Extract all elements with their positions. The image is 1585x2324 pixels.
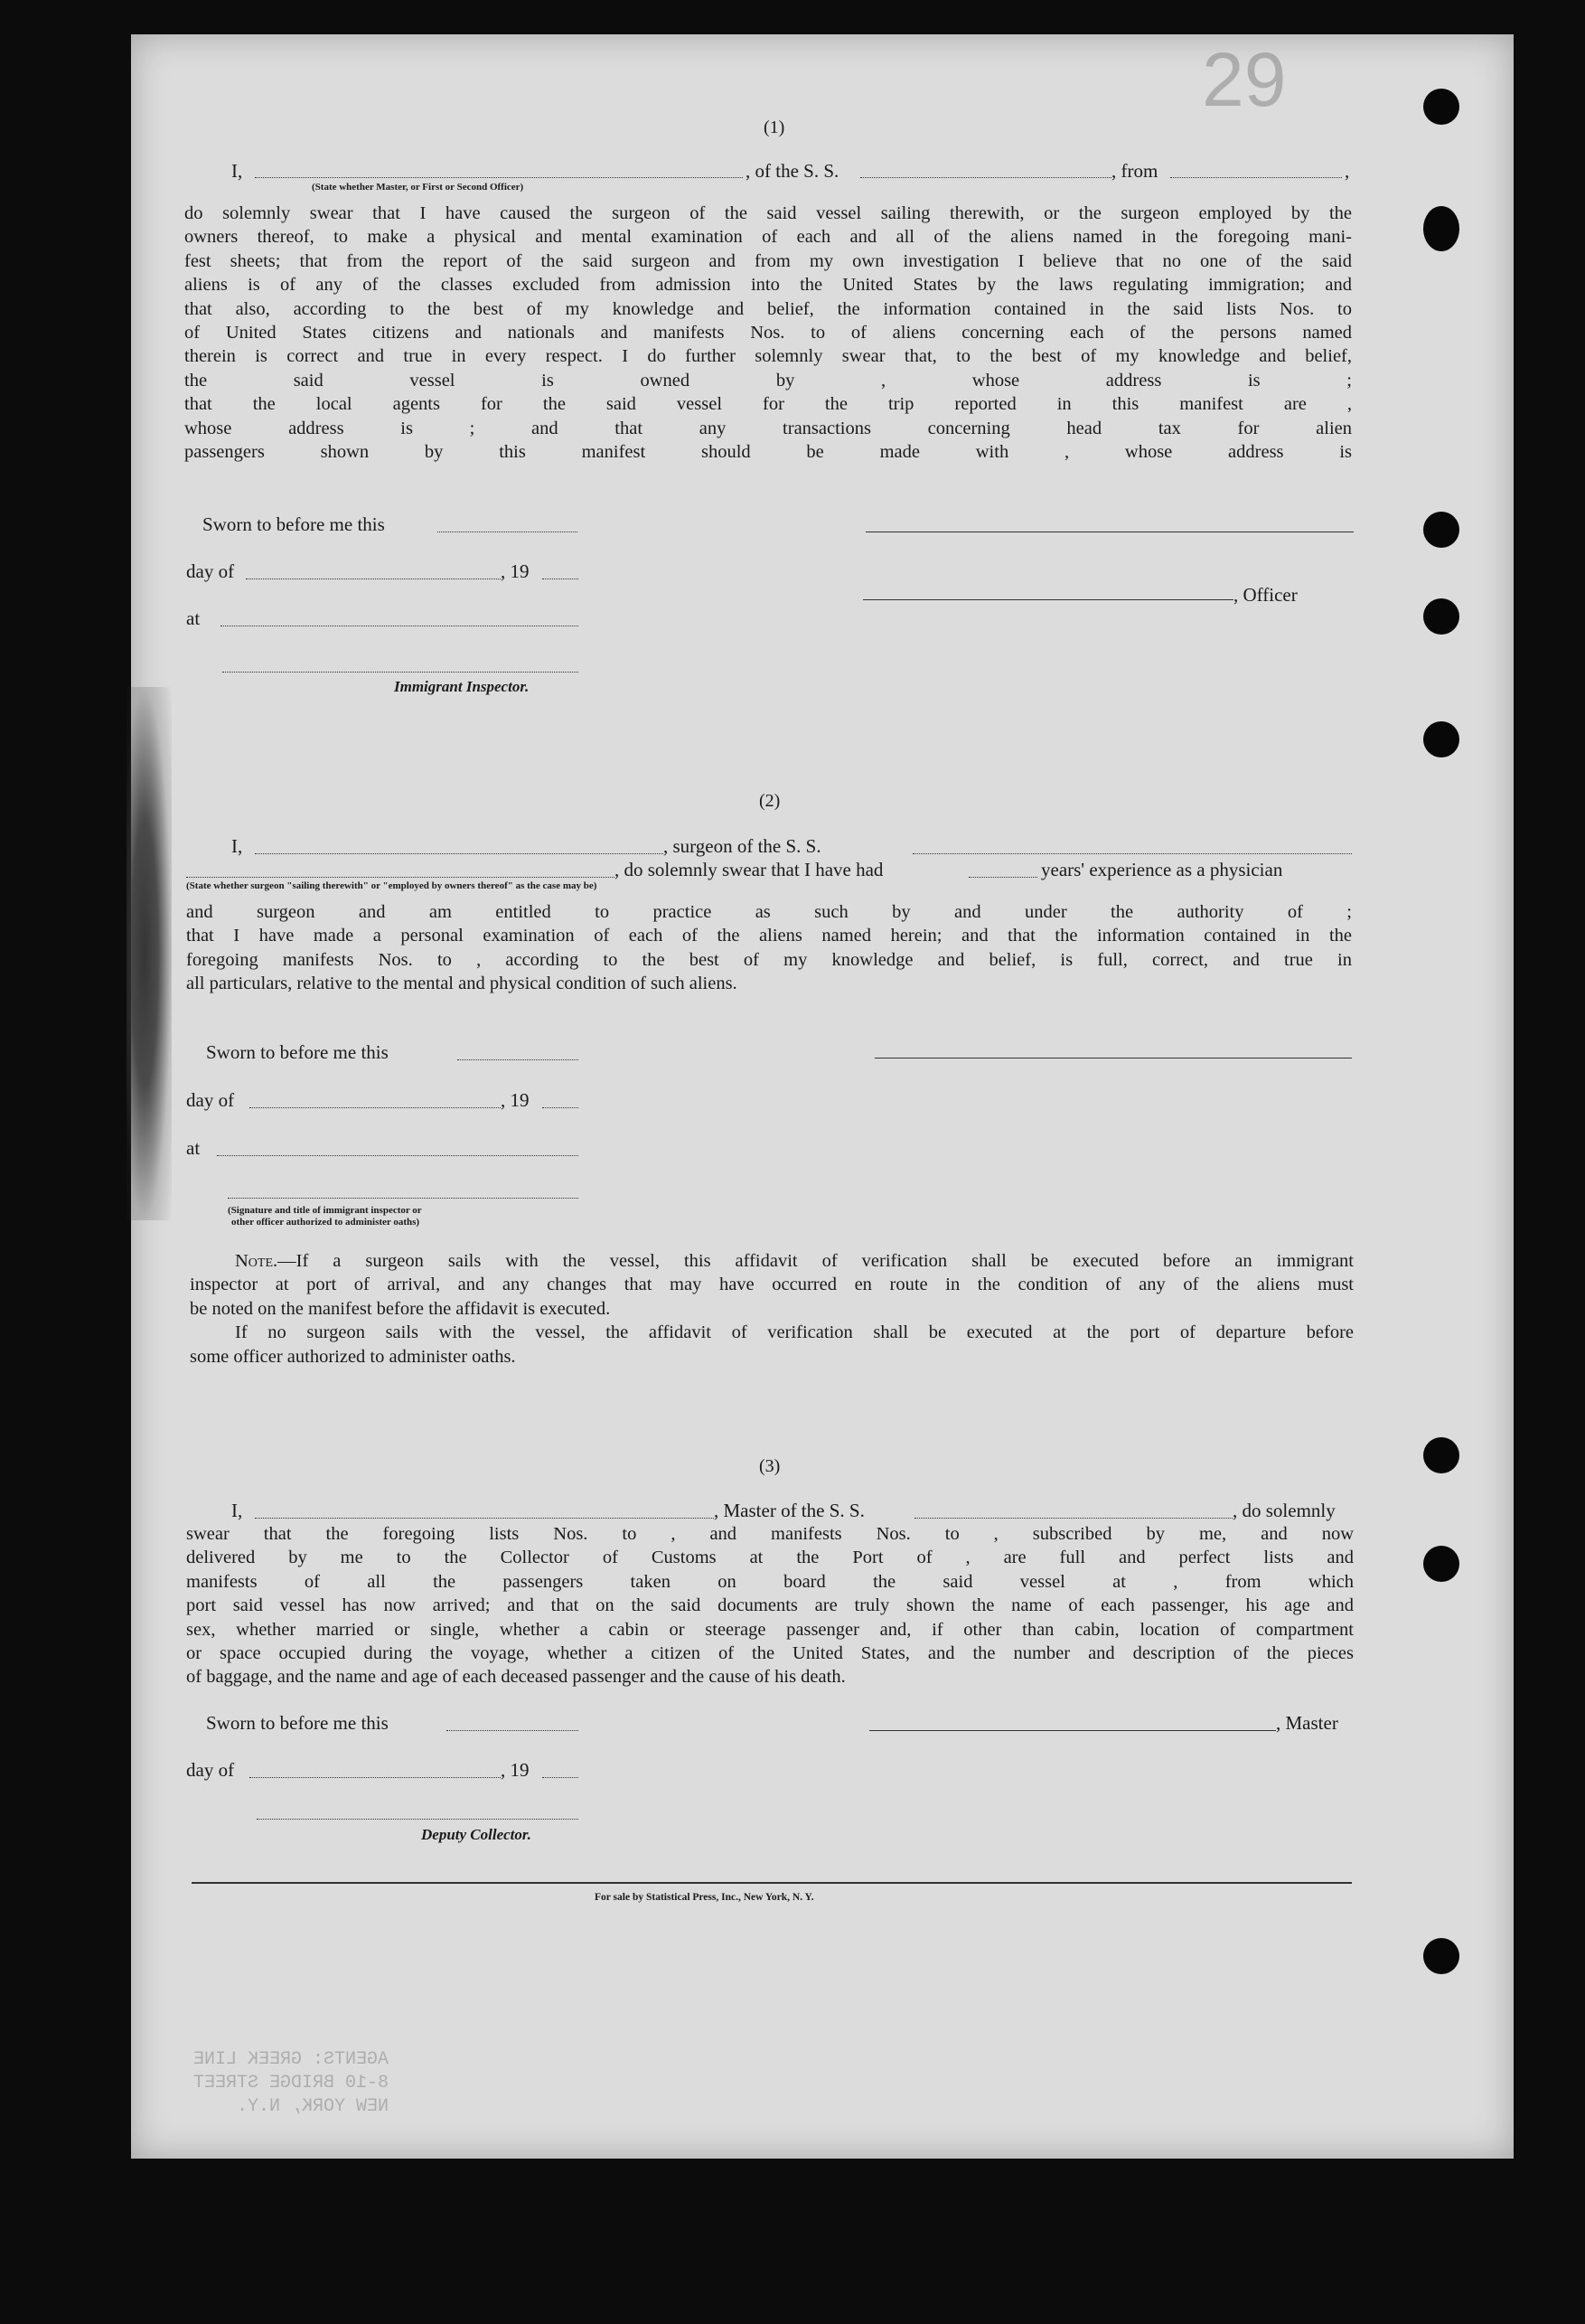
section-3-line: port said vessel has now arrived; and that on the said documents are truly shown the name of each passenger, his age and (186, 1595, 1354, 1616)
section-3-master: , Master (1276, 1712, 1338, 1734)
section-3-line: delivered by me to the Collector of Customs at the Port of , are full and perfect lists and (186, 1548, 1354, 1568)
section-3-deputy: Deputy Collector. (421, 1826, 531, 1843)
section-2-nineteen: , 19 (501, 1089, 530, 1111)
section-3-line: sex, whether married or single, whether a cabin or steerage passenger and, if other than cabin, location of compartment (186, 1619, 1354, 1640)
section-1-i: I, (231, 160, 243, 182)
note-line-1 (190, 1249, 1354, 1273)
section-1-from-line (1170, 177, 1342, 178)
section-2-i: I, (231, 835, 243, 857)
section-1-comma: , (1345, 160, 1350, 182)
footer-imprint: For sale by Statistical Press, Inc., New York, N. Y. (595, 1892, 814, 1903)
section-1-line: do solemnly swear that I have caused the surgeon of the said vessel sailing therewith, or the surgeon employed by the (184, 203, 1352, 223)
note-block (190, 1249, 1354, 1369)
section-1-line: fest sheets; that from the report of the said surgeon and from my own investigation I believe that no one of the said (184, 250, 1352, 271)
section-1-from: , from (1111, 160, 1158, 182)
section-3-master-of: , Master of the S. S. (714, 1500, 865, 1521)
section-3-i: I, (231, 1500, 243, 1521)
section-1-note: (State whether Master, or First or Second Officer) (312, 182, 524, 193)
section-3-ss-line (914, 1518, 1233, 1519)
corner-mark: 29 (1202, 37, 1287, 122)
note-label: Note. (235, 1251, 278, 1271)
section-2-last-line: all particulars, relative to the mental and physical condition of such aliens. (186, 974, 737, 993)
punch-hole-4 (1423, 598, 1459, 635)
section-3-do-solemnly: , do solemnly (1233, 1500, 1336, 1521)
section-1-line: the said vessel is owned by , whose address is ; (184, 370, 1352, 390)
note-line-5: some officer authorized to administer oaths. (190, 1346, 516, 1367)
section-1-sworn: Sworn to before me this (202, 513, 385, 535)
section-1-line: of United States citizens and nationals and manifests Nos. to of aliens concerning each of the persons named (184, 323, 1352, 343)
section-2-note: (State whether surgeon "sailing therewith" or "employed by owners thereof" as the case may be) (186, 880, 597, 891)
section-2-line: that I have made a personal examination of each of the aliens named herein; and that the information contained in the (186, 926, 1352, 946)
note-line-4: If no surgeon sails with the vessel, the affidavit of verification shall be executed at the port of departure before (235, 1322, 1354, 1343)
ink-smudge (127, 687, 172, 1220)
section-2-number: (2) (759, 791, 781, 811)
section-1-text (184, 202, 1352, 464)
section-1-line: passengers shown by this manifest should be made with , whose address is (184, 442, 1352, 463)
section-2-at-line (217, 1155, 578, 1156)
section-1-inspector: Immigrant Inspector. (394, 678, 530, 695)
section-3-master-line (869, 1730, 1276, 1731)
section-2-line: foregoing manifests Nos. to , according to the best of my knowledge and belief, is full, correct, and true in (186, 949, 1352, 970)
section-2-sig-line (875, 1058, 1352, 1059)
section-2-year-line (542, 1107, 578, 1108)
punch-hole-1 (1423, 89, 1459, 125)
section-1-line: that also, according to the best of my knowledge and belief, the information contained in the said lists Nos. to (184, 298, 1352, 319)
stamp-line: 8-10 BRIDGE STREET (193, 2073, 389, 2093)
punch-hole-3 (1423, 512, 1459, 548)
section-1-inspector-line (222, 672, 578, 673)
section-3-number: (3) (759, 1456, 781, 1476)
punch-hole-5 (1423, 721, 1459, 757)
section-2-surgeon-of: , surgeon of the S. S. (663, 835, 821, 857)
section-3-sworn-line (446, 1730, 578, 1731)
section-2-oath-line (228, 1198, 578, 1199)
section-2-sig-note-1: (Signature and title of immigrant inspector or (228, 1205, 422, 1216)
section-3-nineteen: , 19 (501, 1759, 530, 1781)
agent-stamp (193, 2025, 389, 2142)
section-2-sworn: Sworn to before me this (206, 1041, 389, 1063)
section-3-day-of: day of (186, 1759, 235, 1781)
section-1-of-ss: , of the S. S. (746, 160, 839, 182)
section-1-officer: , Officer (1233, 584, 1298, 606)
section-1-line: aliens is of any of the classes excluded from admission into the United States by the laws regulating immigration; and (184, 275, 1352, 296)
section-2-text (186, 900, 1352, 972)
section-1-line: whose address is ; and that any transactions concerning head tax for alien (184, 418, 1352, 438)
section-1-name-line (255, 177, 743, 178)
stamp-line: AGENTS: GREEK LINE (193, 2049, 389, 2070)
section-3-last-line: of baggage, and the name and age of each deceased passenger and the cause of his death. (186, 1667, 846, 1687)
section-2-line: and surgeon and am entitled to practice as such by and under the authority of ; (186, 902, 1352, 922)
stamp-line: NEW YORK, N.Y. (237, 2096, 389, 2117)
section-2-years: years' experience as a physician (1041, 859, 1283, 880)
note-line-2: inspector at port of arrival, and any changes that may have occurred en route in the condition of any of the aliens must (190, 1275, 1354, 1295)
section-3-name-line (255, 1518, 714, 1519)
section-2-ss-line (913, 853, 1352, 854)
section-2-day-line (249, 1107, 501, 1108)
section-2-day-of: day of (186, 1089, 235, 1111)
section-3-line: manifests of all the passengers taken on board the said vessel at , from which (186, 1571, 1354, 1592)
punch-hole-2 (1423, 206, 1459, 251)
section-1-ss-line (860, 177, 1111, 178)
punch-hole-8 (1423, 1938, 1459, 1974)
punch-hole-7 (1423, 1546, 1459, 1582)
section-1-line: owners thereof, to make a physical and mental examination of each and all of the aliens named in the foregoing mani- (184, 227, 1352, 248)
section-1-officer-line (863, 599, 1233, 600)
section-3-deputy-line (257, 1819, 578, 1820)
footer-rule (192, 1882, 1352, 1884)
section-3-day-line (249, 1777, 501, 1778)
section-2-at: at (186, 1137, 201, 1159)
section-1-line: therein is correct and true in every respect. I do further solemnly swear that, to the best of my knowledge and belief, (184, 346, 1352, 367)
note-text: —If a surgeon sails with the vessel, this affidavit of verification shall be executed before an immigrant (277, 1251, 1354, 1271)
section-1-line: that the local agents for the said vessel for the trip reported in this manifest are , (184, 394, 1352, 415)
section-3-year-line (542, 1777, 578, 1778)
section-1-at: at (186, 607, 201, 629)
section-2-years-line (969, 877, 1037, 878)
punch-hole-6 (1423, 1437, 1459, 1473)
section-2-sig-note-2: other officer authorized to administer oaths) (231, 1217, 420, 1228)
section-2-surgeon-line (186, 877, 614, 878)
section-3-text (186, 1522, 1354, 1665)
note-line-3: be noted on the manifest before the affidavit is executed. (190, 1298, 611, 1319)
section-2-sworn-line (457, 1059, 578, 1060)
section-3-sworn: Sworn to before me this (206, 1712, 389, 1734)
section-2-name-line (255, 853, 663, 854)
section-3-line: or space occupied during the voyage, whether a citizen of the United States, and the number and description of the pieces (186, 1643, 1354, 1664)
section-1-nineteen: , 19 (501, 560, 530, 582)
section-1-number: (1) (764, 118, 785, 137)
section-2-swear: , do solemnly swear that I have had (614, 859, 884, 880)
section-3-line: swear that the foregoing lists Nos. to , and manifests Nos. to , subscribed by me, and now (186, 1524, 1354, 1544)
section-1-day-of: day of (186, 560, 235, 582)
